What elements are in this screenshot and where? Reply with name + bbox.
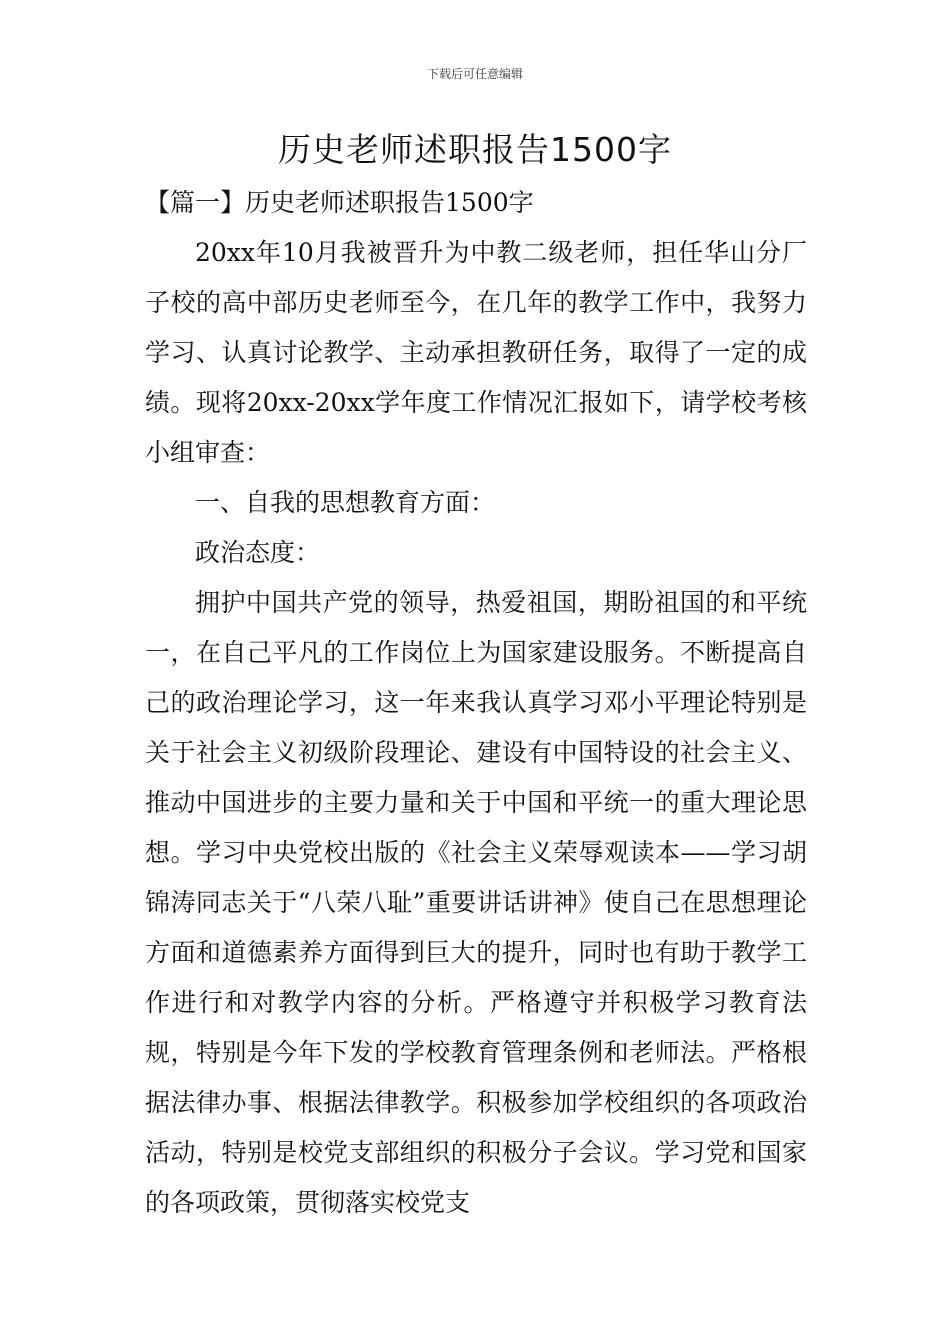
document-title: 历史老师述职报告1500字	[278, 130, 672, 169]
header-note: 下载后可任意编辑	[426, 67, 523, 81]
document-body	[145, 178, 807, 1228]
paragraph-intro: 20xx年10月我被晋升为中教二级老师，担任华山分厂子校的高中部历史老师至今，在几年的教学工作中，我努力学习、认真讨论教学、主动承担教研任务，取得了一定的成绩。现将20xx-20xx学年度工作情况汇报如下，请学校考核小组审查：	[145, 238, 807, 467]
paragraph-political-content: 拥护中国共产党的领导，热爱祖国，期盼祖国的和平统一，在自己平凡的工作岗位上为国家建设服务。不断提高自己的政治理论学习，这一年来我认真学习邓小平理论特别是关于社会主义初级阶段理论、建设有中国特设的社会主义、推动中国进步的主要力量和关于中国和平统一的重大理论思想。学习中央党校出版的《社会主义荣辱观读本——学习胡锦涛同志关于“八荣八耻”重要讲话讲神》使自己在思想理论方面和道德素养方面得到巨大的提升，同时也有助于教学工作进行和对教学内容的分析。严格遵守并积极学习教育法规，特别是今年下发的学校教育管理条例和老师法。严格根据法律办事、根据法律教学。积极参加学校组织的各项政治活动，特别是校党支部组织的积极分子会议。学习党和国家的各项政策，贯彻落实校党支	[145, 588, 807, 1217]
paragraph-political-attitude: 政治态度：	[195, 538, 321, 567]
section-heading: 【篇一】历史老师述职报告1500字	[145, 188, 534, 217]
paragraph-section-one: 一、自我的思想教育方面：	[195, 488, 496, 517]
